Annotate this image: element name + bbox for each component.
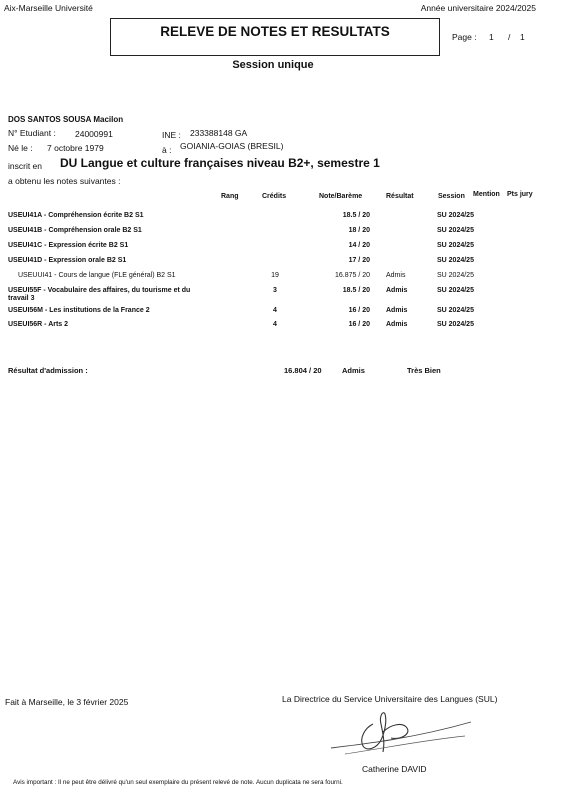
header-mention: Mention — [473, 191, 500, 198]
course-result: Admis — [386, 287, 408, 294]
document-title: RELEVE DE NOTES ET RESULTATS — [160, 24, 390, 39]
header-pts-jury: Pts jury — [507, 191, 533, 198]
course-session: SU 2024/25 — [437, 272, 474, 279]
course-name: USEUI56M - Les institutions de la France 2 — [8, 307, 150, 314]
table-row — [0, 227, 566, 240]
course-name: USEUI41C - Expression écrite B2 S1 — [8, 242, 129, 249]
course-note: 16.875 / 20 — [334, 272, 370, 279]
course-note: 16 / 20 — [348, 307, 370, 314]
course-name: USEUI55F - Vocabulaire des affaires, du tourisme et du — [8, 287, 191, 294]
course-note: 14 / 20 — [348, 242, 370, 249]
course-name: USEUUI41 - Cours de langue (FLE général) B2 S1 — [18, 272, 176, 279]
student-id-value: 24000991 — [75, 129, 113, 139]
signatory-name: Catherine DAVID — [362, 764, 427, 774]
course-note: 18.5 / 20 — [342, 287, 370, 294]
header-resultat: Résultat — [386, 193, 414, 200]
course-name: USEUI41A - Compréhension écrite B2 S1 — [8, 212, 144, 219]
course-session: SU 2024/25 — [437, 257, 474, 264]
university-name: Aix-Marseille Université — [4, 3, 93, 13]
ine-label: INE : — [162, 130, 181, 140]
course-session: SU 2024/25 — [437, 307, 474, 314]
course-session: SU 2024/25 — [437, 227, 474, 234]
enrolled-label: inscrit en — [8, 161, 43, 171]
course-note: 18 / 20 — [348, 227, 370, 234]
birth-date-label: Né le : — [8, 143, 33, 153]
admission-label: Résultat d'admission : — [8, 366, 88, 375]
header-session: Session — [438, 193, 465, 200]
session-title: Session unique — [232, 59, 314, 71]
birth-place-value: GOIANIA-GOIAS (BRESIL) — [180, 141, 284, 151]
page-separator: / — [508, 32, 511, 42]
birth-place-label: à : — [162, 145, 172, 155]
course-name-continued: travail 3 — [8, 295, 35, 302]
table-row — [0, 307, 566, 320]
header-rang: Rang — [221, 193, 239, 200]
course-session: SU 2024/25 — [437, 212, 474, 219]
course-credits: 3 — [273, 287, 277, 294]
table-row — [0, 321, 566, 334]
table-row — [0, 272, 566, 285]
course-session: SU 2024/25 — [437, 242, 474, 249]
place-and-date: Fait à Marseille, le 3 février 2025 — [5, 697, 129, 707]
obtained-text: a obtenu les notes suivantes : — [8, 176, 121, 186]
ine-value: 233388148 GA — [190, 128, 248, 138]
page-total: 1 — [520, 32, 525, 42]
admission-note: 16.804 / 20 — [284, 366, 322, 375]
course-session: SU 2024/25 — [437, 321, 474, 328]
admission-mention: Très Bien — [407, 366, 441, 375]
course-name: USEUI56R - Arts 2 — [8, 321, 69, 328]
course-credits: 4 — [273, 307, 277, 314]
course-result: Admis — [386, 272, 406, 279]
table-row — [0, 287, 566, 305]
academic-year: Année universitaire 2024/2025 — [420, 3, 536, 13]
title-box — [110, 18, 440, 56]
course-name: USEUI41B - Compréhension orale B2 S1 — [8, 227, 142, 234]
course-note: 17 / 20 — [348, 257, 370, 264]
course-note: 16 / 20 — [348, 321, 370, 328]
admission-result: Admis — [342, 366, 365, 375]
course-credits: 4 — [273, 321, 277, 328]
course-name: USEUI41D - Expression orale B2 S1 — [8, 257, 127, 264]
signature-image — [325, 708, 475, 756]
table-row — [0, 212, 566, 225]
important-notice: Avis important : Il ne peut être délivré qu'un seul exemplaire du présent relevé de note. Aucun duplicata ne sera fourni. — [13, 779, 343, 786]
page-label: Page : — [452, 32, 477, 42]
header-credits: Crédits — [262, 193, 287, 200]
director-title: La Directrice du Service Universitaire des Langues (SUL) — [282, 694, 498, 704]
student-id-label: N° Etudiant : — [8, 128, 56, 138]
course-result: Admis — [386, 321, 408, 328]
course-session: SU 2024/25 — [437, 287, 474, 294]
course-note: 18.5 / 20 — [342, 212, 370, 219]
table-row — [0, 257, 566, 270]
birth-date-value: 7 octobre 1979 — [47, 143, 104, 153]
student-name: DOS SANTOS SOUSA Macilon — [8, 115, 124, 124]
header-note: Note/Barème — [319, 193, 363, 200]
program-name: DU Langue et culture françaises niveau B2+, semestre 1 — [60, 156, 380, 170]
course-result: Admis — [386, 307, 408, 314]
course-credits: 19 — [271, 272, 279, 279]
table-row — [0, 242, 566, 255]
page-current: 1 — [489, 32, 494, 42]
